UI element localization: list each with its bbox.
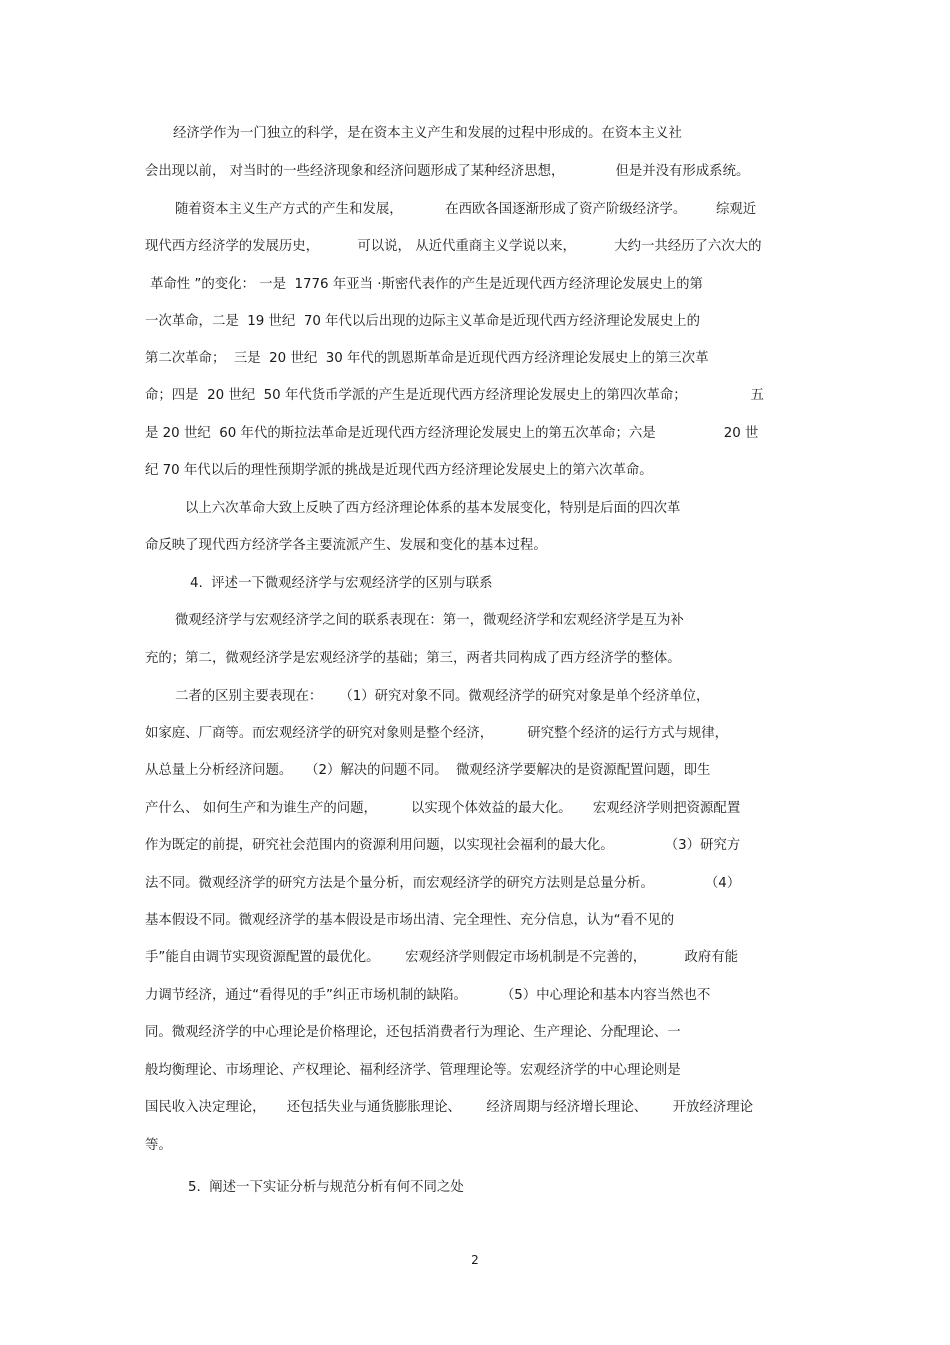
text-line: 微观经济学与宏观经济学之间的联系表现在：第一，微观经济学和宏观经济学是互为补 [175, 613, 684, 628]
text-line: 命反映了现代西方经济学各主要流派产生、发展和变化的基本过程。 [145, 538, 547, 553]
text-line: 经济学作为一门独立的科学，是在资本主义产生和发展的过程中形成的。在资本主义社 [173, 126, 682, 141]
text-line: 是 20 世纪 60 年代的斯拉法革命是近现代西方经济理论发展史上的第五次革命；六是 20 世 [145, 426, 759, 441]
text-line: 以上六次革命大致上反映了西方经济理论体系的基本发展变化，特别是后面的四次革 [185, 501, 681, 516]
text-line: 命；四是 20 世纪 50 年代货币学派的产生是近现代西方经济理论发展史上的第四次革命； 五 [145, 388, 764, 403]
text-line: 革命性 ”的变化： 一是 1776 年亚当 ·斯密代表作的产生是近现代西方经济理论发展史上的第 [150, 277, 703, 292]
text-line: 产什么、 如何生产和为谁生产的问题， 以实现个体效益的最大化。 宏观经济学则把资源配置 [145, 801, 741, 816]
text-line: 从总量上分析经济问题。 （2）解决的问题不同。 微观经济学要解决的是资源配置问题，即生 [145, 763, 711, 778]
text-line: 力调节经济，通过“看得见的手”纠正市场机制的缺陷。 （5）中心理论和基本内容当然也不 [145, 988, 711, 1003]
text-line: 二者的区别主要表现在： （1）研究对象不同。微观经济学的研究对象是单个经济单位， [175, 689, 710, 704]
text-line: 随着资本主义生产方式的产生和发展， 在西欧各国逐渐形成了资产阶级经济学。 综观近 [175, 202, 757, 217]
text-line: 手”能自由调节实现资源配置的最优化。 宏观经济学则假定市场机制是不完善的， 政府有能 [145, 950, 739, 965]
text-line: 会出现以前， 对当时的一些经济现象和经济问题形成了某种经济思想， 但是并没有形成系统。 [145, 164, 750, 179]
text-line: 如家庭、厂商等。而宏观经济学的研究对象则是整个经济， 研究整个经济的运行方式与规律， [145, 726, 729, 741]
text-line: 现代西方经济学的发展历史， 可以说， 从近代重商主义学说以来， 大约一共经历了六次大的 [145, 239, 762, 254]
text-line: 等。 [145, 1138, 172, 1153]
text-line: 第二次革命； 三是 20 世纪 30 年代的凯恩斯革命是近现代西方经济理论发展史上的第三次革 [145, 351, 709, 366]
text-line: 作为既定的前提，研究社会范围内的资源利用问题，以实现社会福利的最大化。 （3）研究方 [145, 838, 741, 853]
section-heading: 5. 阐述一下实证分析与规范分析有何不同之处 [188, 1180, 464, 1195]
text-line: 充的；第二，微观经济学是宏观经济学的基础；第三，两者共同构成了西方经济学的整体。 [145, 651, 681, 666]
section-heading: 4. 评述一下微观经济学与宏观经济学的区别与联系 [190, 576, 493, 591]
text-line: 同。微观经济学的中心理论是价格理论，还包括消费者行为理论、生产理论、分配理论、一 [145, 1025, 681, 1040]
text-line: 般均衡理论、市场理论、产权理论、福利经济学、管理理论等。宏观经济学的中心理论则是 [145, 1063, 681, 1078]
text-line: 一次革命，二是 19 世纪 70 年代以后出现的边际主义革命是近现代西方经济理论发展史上的 [145, 314, 701, 329]
page-number: 2 [471, 1253, 479, 1267]
text-line: 国民收入决定理论， 还包括失业与通货膨胀理论、 经济周期与经济增长理论、 开放经济理论 [145, 1100, 753, 1115]
text-line: 法不同。微观经济学的研究方法是个量分析，而宏观经济学的研究方法则是总量分析。 （4） [145, 876, 741, 891]
text-line: 基本假设不同。微观经济学的基本假设是市场出清、完全理性、充分信息，认为“看不见的 [145, 913, 675, 928]
text-line: 纪 70 年代以后的理性预期学派的挑战是近现代西方经济理论发展史上的第六次革命。 [145, 463, 653, 478]
